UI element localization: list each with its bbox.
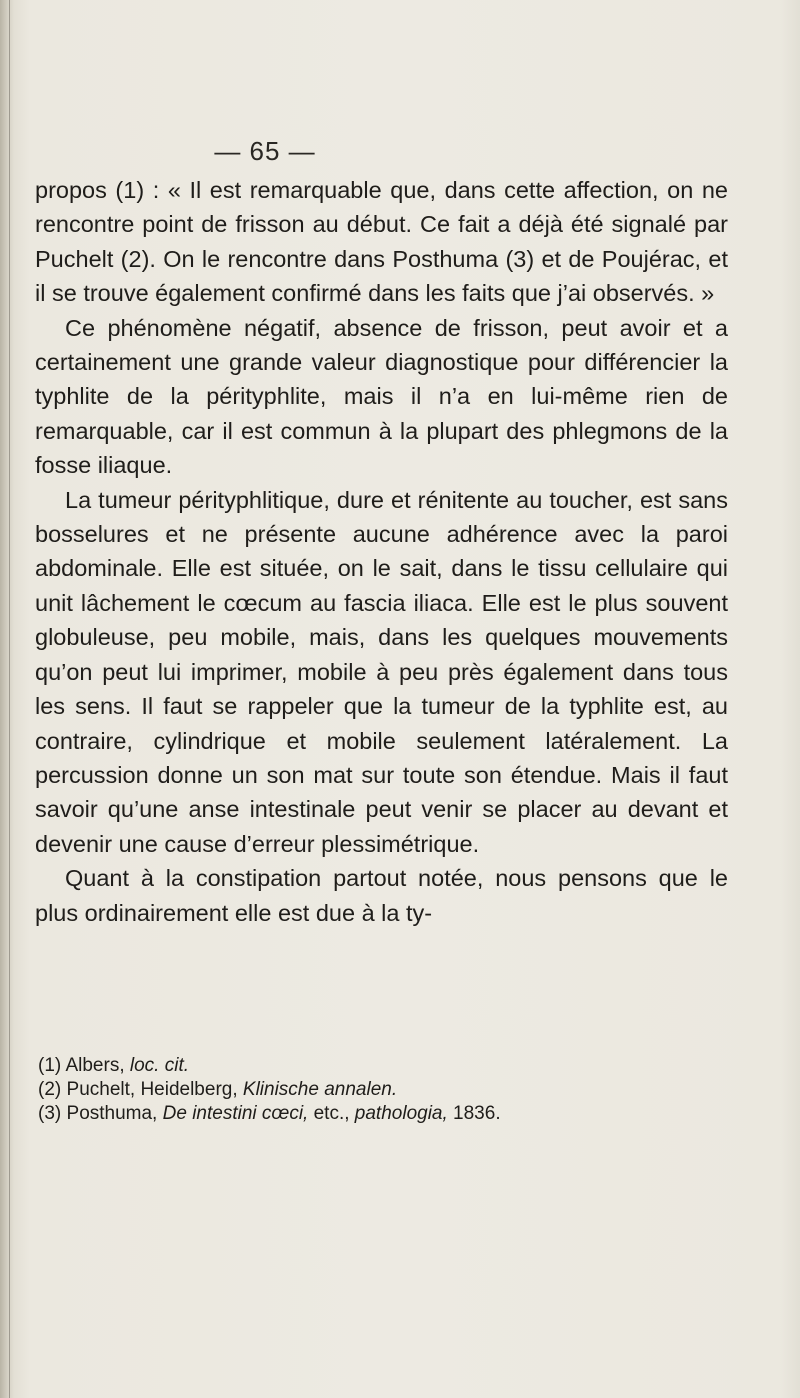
footnote-marker: (1) bbox=[38, 1055, 62, 1076]
footnote-author: Albers, bbox=[65, 1055, 125, 1076]
footnote-3 bbox=[38, 1102, 728, 1126]
footnote-rest: etc., bbox=[313, 1103, 350, 1124]
page-binding-edge bbox=[0, 0, 14, 1398]
footnote-1 bbox=[38, 1054, 728, 1078]
footnote-2 bbox=[38, 1078, 728, 1102]
paragraph-1: propos (1) : « Il est remarquable que, dans cette affection, on ne rencontre point de frisson au début. Ce fait a déjà été signalé par Puchelt (2). On le rencontre dans Posthuma (3) et de Poujérac, et il se trouve également confirmé dans les faits que j’ai observés. » bbox=[35, 177, 728, 307]
footnote-work: Klinische annalen. bbox=[242, 1079, 398, 1100]
page-binding-line bbox=[9, 0, 10, 1398]
paragraph-4: Quant à la constipation partout notée, nous pensons que le plus ordinairement elle est due à la ty- bbox=[35, 865, 728, 926]
paragraph-2: Ce phénomène négatif, absence de frisson, peut avoir et a certainement une grande valeur diagnostique pour différencier la typhlite de la pérityphlite, mais il n’a en lui-même rien de remarquable, car il est commun à la plupart des phlegmons de la fosse iliaque. bbox=[35, 314, 728, 479]
footnote-work: De intestini cœci, bbox=[162, 1103, 309, 1124]
footnote-work-secondary: pathologia, bbox=[354, 1103, 448, 1124]
footnote-marker: (3) bbox=[38, 1103, 62, 1124]
footnote-work: loc. cit. bbox=[129, 1055, 190, 1076]
footnote-author: Puchelt, Heidelberg, bbox=[66, 1079, 238, 1100]
footnote-marker: (2) bbox=[38, 1079, 62, 1100]
footnotes bbox=[38, 1054, 728, 1126]
body-text bbox=[35, 173, 728, 930]
page-number: — 65 — bbox=[214, 136, 316, 166]
footnote-author: Posthuma, bbox=[66, 1103, 158, 1124]
paragraph-3: La tumeur pérityphlitique, dure et rénitente au toucher, est sans bosselures et ne présente aucune adhérence avec la paroi abdominale. Elle est située, on le sait, dans le tissu cellulaire qui unit lâchement le cœcum au fascia iliaca. Elle est le plus souvent globuleuse, peu mobile, mais, dans les quelques mouvements qu’on peut lui imprimer, mobile à peu près également dans tous les sens. Il faut se rappeler que la tumeur de la typhlite est, au contraire, cylindrique et mobile seulement latéralement. La percussion donne un son mat sur toute son étendue. Mais il faut savoir qu’une anse intestinale peut venir se placer au devant et devenir une cause d’erreur plessimétrique. bbox=[35, 486, 728, 857]
footnote-year: 1836. bbox=[453, 1103, 501, 1124]
